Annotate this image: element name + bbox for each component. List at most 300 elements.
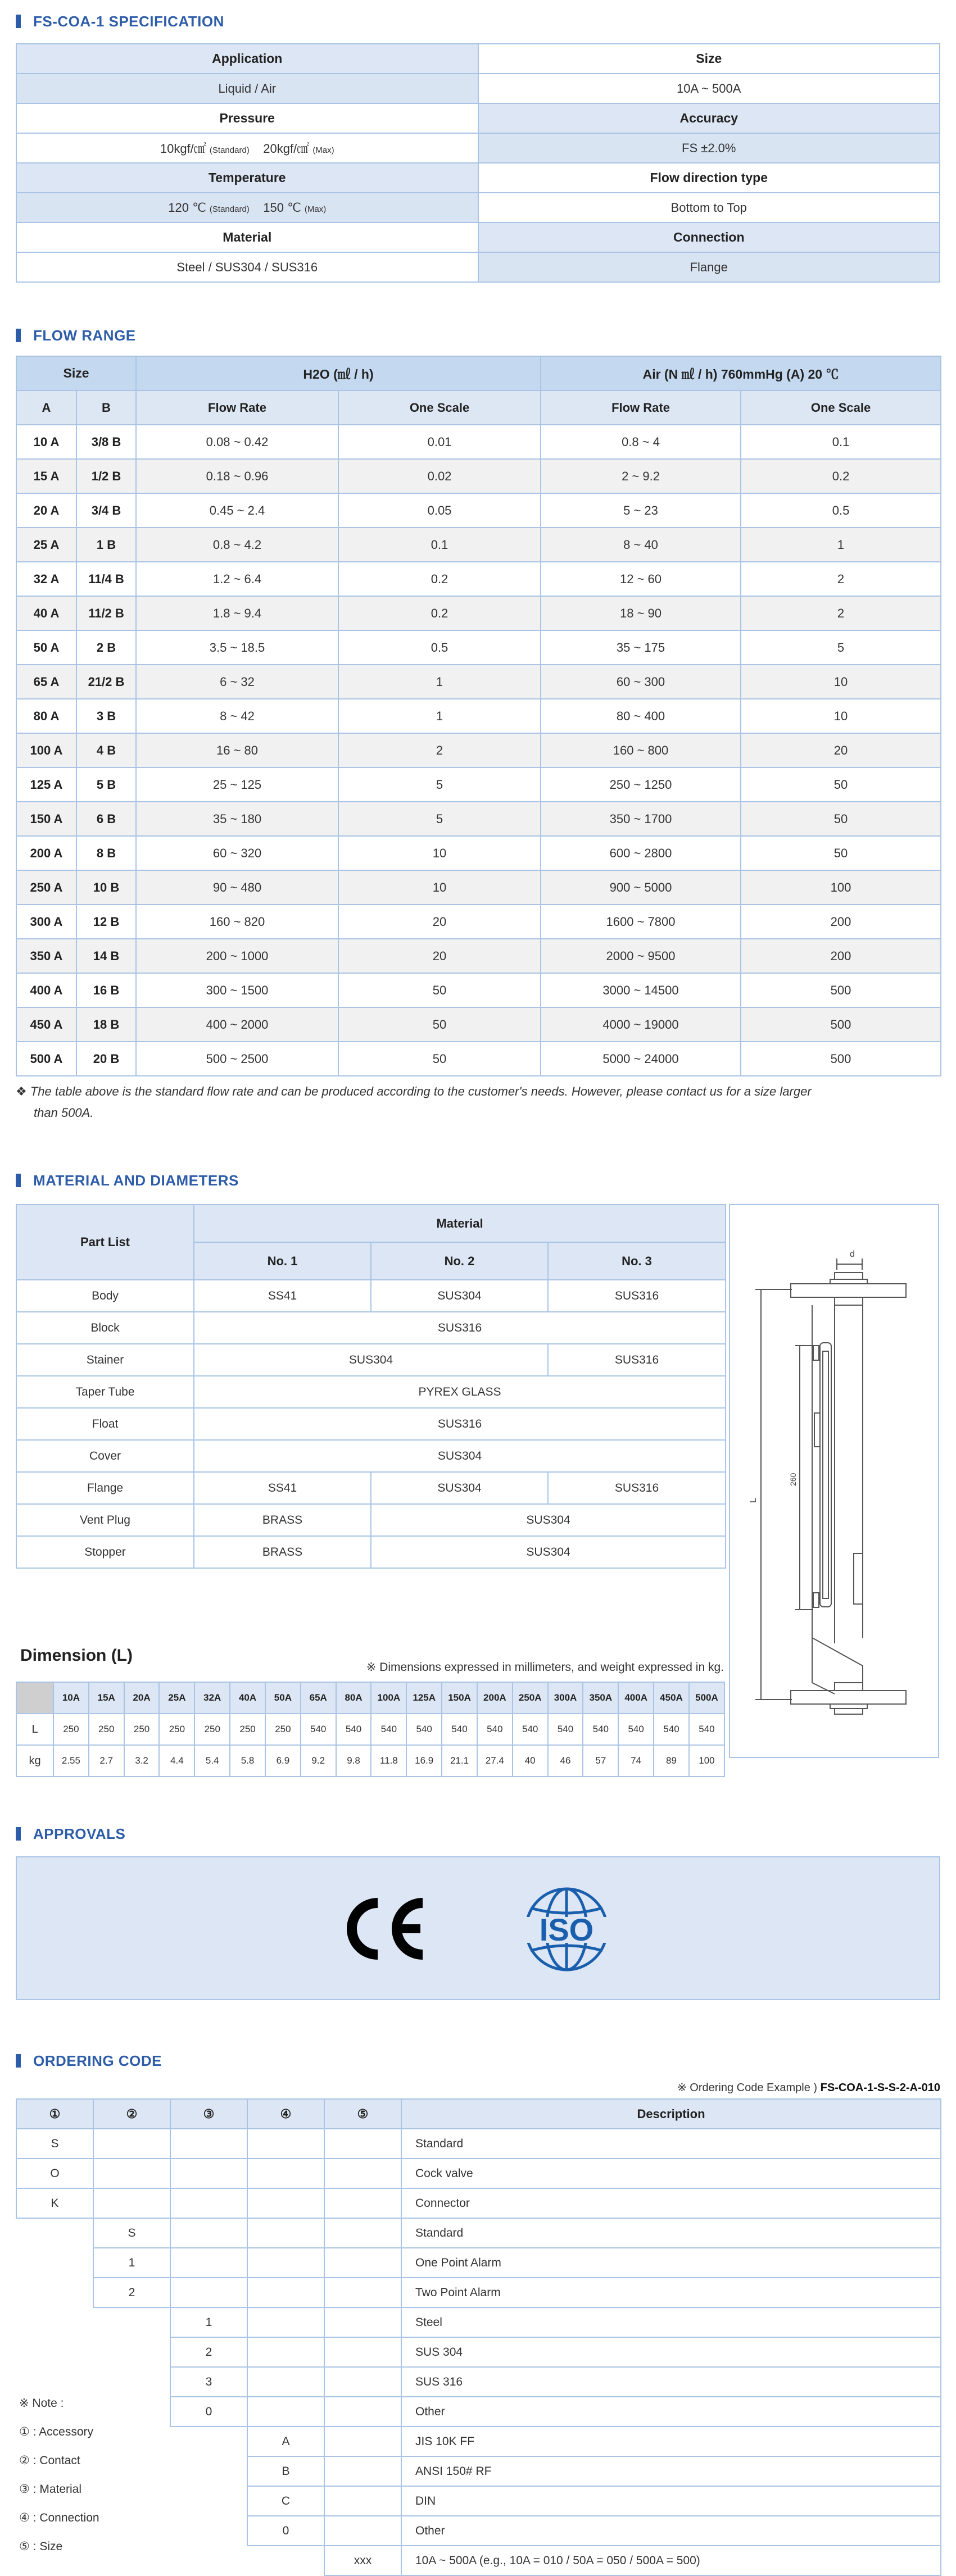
ordering-description-header: Description xyxy=(401,2099,941,2129)
dimension-table xyxy=(16,1682,725,1777)
section-marker xyxy=(16,1827,21,1841)
flow-size-cell: 125 A xyxy=(16,767,76,802)
flow-size-cell: 11/4 B xyxy=(76,562,136,596)
flow-value-cell: 0.05 xyxy=(338,493,541,528)
flow-row xyxy=(16,665,941,699)
flow-value-cell: 0.2 xyxy=(338,562,541,596)
flow-value-cell: 400 ~ 2000 xyxy=(136,1007,338,1042)
dim-size-header: 500A xyxy=(689,1682,724,1714)
ordering-desc-cell: DIN xyxy=(401,2486,941,2516)
ordering-blank-cell xyxy=(170,2516,247,2546)
dim-row-label-l: L xyxy=(16,1714,53,1745)
spec-head-material: Material xyxy=(16,222,478,252)
ordering-empty-cell xyxy=(324,2129,401,2159)
ordering-row xyxy=(16,2129,941,2159)
flow-value-cell: 3.5 ~ 18.5 xyxy=(136,630,338,665)
flow-size-cell: 400 A xyxy=(16,973,76,1007)
flow-value-cell: 2 ~ 9.2 xyxy=(541,459,741,493)
ordering-code-cell: S xyxy=(93,2218,170,2248)
flow-size-cell: 80 A xyxy=(16,699,76,733)
ordering-empty-cell xyxy=(324,2516,401,2546)
mat-part-stainer: Stainer xyxy=(16,1344,194,1376)
section-marker xyxy=(16,2054,21,2068)
ordering-blank-cell xyxy=(170,2456,247,2486)
dim-kg-value: 89 xyxy=(654,1745,689,1777)
ordering-desc-cell: SUS 304 xyxy=(401,2337,941,2367)
ordering-desc-cell: SUS 316 xyxy=(401,2367,941,2397)
spec-section xyxy=(16,4,940,283)
flow-value-cell: 200 xyxy=(741,939,941,973)
flow-size-cell: 3/4 B xyxy=(76,493,136,528)
dim-kg-value: 74 xyxy=(618,1745,654,1777)
temperature-standard: 120 ℃ xyxy=(168,200,206,215)
dim-l-value: 540 xyxy=(654,1714,689,1745)
dim-l-value: 540 xyxy=(689,1714,724,1745)
ordering-blank-cell xyxy=(93,2307,170,2337)
flow-value-cell: 20 xyxy=(741,733,941,767)
dim-kg-value: 2.7 xyxy=(89,1745,124,1777)
flow-row xyxy=(16,767,941,802)
dim-kg-value: 5.4 xyxy=(194,1745,230,1777)
flow-value-cell: 10 xyxy=(741,665,941,699)
ordering-example xyxy=(450,2080,940,2095)
flow-sub-air-rate: Flow Rate xyxy=(541,390,741,425)
dim-size-header: 100A xyxy=(371,1682,406,1714)
ordering-blank-cell xyxy=(16,2218,93,2248)
flow-value-cell: 5 ~ 23 xyxy=(541,493,741,528)
ordering-blank-cell xyxy=(16,2337,93,2367)
mat-part-block: Block xyxy=(16,1312,194,1344)
ordering-blank-cell xyxy=(93,2546,170,2575)
dim-l-value: 250 xyxy=(265,1714,301,1745)
flow-row xyxy=(16,836,941,870)
spec-head-application: Application xyxy=(16,44,478,74)
ordering-row xyxy=(16,2307,941,2337)
dim-l-value: 250 xyxy=(230,1714,265,1745)
dim-l-value: 250 xyxy=(53,1714,89,1745)
dim-l-value: 250 xyxy=(89,1714,124,1745)
ordering-empty-cell xyxy=(247,2367,324,2397)
dim-l-value: 540 xyxy=(336,1714,371,1745)
ordering-blank-cell xyxy=(16,2278,93,2307)
ordering-empty-cell xyxy=(93,2188,170,2218)
flow-value-cell: 0.8 ~ 4.2 xyxy=(136,528,338,562)
flow-value-cell: 60 ~ 320 xyxy=(136,836,338,870)
flow-value-cell: 1.8 ~ 9.4 xyxy=(136,596,338,630)
flow-value-cell: 300 ~ 1500 xyxy=(136,973,338,1007)
flow-value-cell: 350 ~ 1700 xyxy=(541,802,741,836)
flow-size-cell: 4 B xyxy=(76,733,136,767)
dim-l-value: 540 xyxy=(442,1714,477,1745)
flow-value-cell: 50 xyxy=(338,1007,541,1042)
ordering-col-header: ① xyxy=(16,2099,93,2129)
flow-value-cell: 500 xyxy=(741,1007,941,1042)
ordering-desc-cell: ANSI 150# RF xyxy=(401,2456,941,2486)
flow-value-cell: 8 ~ 42 xyxy=(136,699,338,733)
flow-size-cell: 40 A xyxy=(16,596,76,630)
temperature-max-note: (Max) xyxy=(304,204,327,214)
ordering-empty-cell xyxy=(324,2188,401,2218)
drawing-label-d: d xyxy=(850,1250,855,1259)
ordering-note-item: ③ : Material xyxy=(19,2483,82,2496)
drawing-label-l: L xyxy=(749,1498,758,1503)
dimension-title: Dimension (L) xyxy=(20,1646,133,1665)
flow-row xyxy=(16,905,941,939)
flow-size-cell: 20 B xyxy=(76,1042,136,1076)
dim-size-header: 40A xyxy=(230,1682,265,1714)
mat-head-no1: No. 1 xyxy=(194,1242,371,1280)
ordering-row xyxy=(16,2456,941,2486)
dim-kg-value: 2.55 xyxy=(53,1745,89,1777)
ordering-empty-cell xyxy=(247,2188,324,2218)
ordering-desc-cell: Cock valve xyxy=(401,2159,941,2188)
ordering-empty-cell xyxy=(170,2188,247,2218)
flow-value-cell: 5000 ~ 24000 xyxy=(541,1042,741,1076)
flow-size-cell: 200 A xyxy=(16,836,76,870)
flow-value-cell: 500 ~ 2500 xyxy=(136,1042,338,1076)
flow-value-cell: 500 xyxy=(741,973,941,1007)
dim-l-value: 540 xyxy=(618,1714,654,1745)
ordering-row xyxy=(16,2516,941,2546)
flow-size-cell: 21/2 B xyxy=(76,665,136,699)
ordering-blank-cell xyxy=(93,2486,170,2516)
mat-part-vent-plug: Vent Plug xyxy=(16,1504,194,1536)
dim-kg-value: 9.2 xyxy=(301,1745,336,1777)
flow-value-cell: 0.02 xyxy=(338,459,541,493)
mat-cell: BRASS xyxy=(194,1536,371,1568)
mat-cell: SUS304 xyxy=(371,1504,726,1536)
flow-sub-h2o-scale: One Scale xyxy=(338,390,541,425)
spec-val-connection: Flange xyxy=(478,252,940,282)
material-title: MATERIAL AND DIAMETERS xyxy=(33,1171,239,1189)
ordering-blank-cell xyxy=(93,2427,170,2456)
flow-value-cell: 0.8 ~ 4 xyxy=(541,425,741,459)
flow-size-cell: 15 A xyxy=(16,459,76,493)
ordering-empty-cell xyxy=(247,2129,324,2159)
flow-size-cell: 3/8 B xyxy=(76,425,136,459)
approvals-box xyxy=(16,1856,940,2000)
flow-value-cell: 250 ~ 1250 xyxy=(541,767,741,802)
ordering-empty-cell xyxy=(247,2278,324,2307)
ordering-header xyxy=(16,2044,940,2078)
ordering-row xyxy=(16,2278,941,2307)
mat-part-cover: Cover xyxy=(16,1440,194,1472)
dim-size-header: 32A xyxy=(194,1682,230,1714)
ordering-empty-cell xyxy=(324,2367,401,2397)
mat-cell: SUS304 xyxy=(371,1472,548,1504)
dim-kg-value: 9.8 xyxy=(336,1745,371,1777)
ordering-desc-cell: Steel xyxy=(401,2307,941,2337)
ordering-empty-cell xyxy=(324,2218,401,2248)
ordering-blank-cell xyxy=(16,2307,93,2337)
ordering-row xyxy=(16,2218,941,2248)
mat-cell: SS41 xyxy=(194,1472,371,1504)
mat-part-float: Float xyxy=(16,1408,194,1440)
ordering-desc-cell: Other xyxy=(401,2397,941,2427)
flow-value-cell: 50 xyxy=(741,836,941,870)
ordering-row xyxy=(16,2159,941,2188)
flow-size-cell: 16 B xyxy=(76,973,136,1007)
ordering-section xyxy=(16,2044,940,2078)
mat-head-part: Part List xyxy=(16,1205,194,1280)
dim-l-value: 250 xyxy=(159,1714,194,1745)
flow-value-cell: 16 ~ 80 xyxy=(136,733,338,767)
spec-val-accuracy: FS ±2.0% xyxy=(478,133,940,163)
dim-kg-value: 3.2 xyxy=(124,1745,160,1777)
flow-value-cell: 90 ~ 480 xyxy=(136,870,338,905)
flow-size-cell: 250 A xyxy=(16,870,76,905)
flow-sub-h2o-rate: Flow Rate xyxy=(136,390,338,425)
dim-size-header: 50A xyxy=(265,1682,301,1714)
flow-size-cell: 100 A xyxy=(16,733,76,767)
mat-cell: SUS316 xyxy=(548,1280,726,1312)
ordering-empty-cell xyxy=(170,2129,247,2159)
flow-size-cell: 32 A xyxy=(16,562,76,596)
ordering-code-cell: 3 xyxy=(170,2367,247,2397)
dim-size-header: 200A xyxy=(477,1682,513,1714)
flow-value-cell: 0.08 ~ 0.42 xyxy=(136,425,338,459)
ordering-empty-cell xyxy=(324,2248,401,2278)
flow-size-cell: 2 B xyxy=(76,630,136,665)
dim-kg-value: 100 xyxy=(689,1745,724,1777)
mat-cell: SUS304 xyxy=(194,1344,548,1376)
flow-size-cell: 1/2 B xyxy=(76,459,136,493)
pressure-max: 20kgf/㎠ xyxy=(263,142,310,156)
flow-size-cell: 11/2 B xyxy=(76,596,136,630)
ordering-empty-cell xyxy=(247,2307,324,2337)
ordering-code-cell: 1 xyxy=(170,2307,247,2337)
flow-value-cell: 50 xyxy=(741,767,941,802)
flow-value-cell: 1 xyxy=(741,528,941,562)
flow-size-cell: 350 A xyxy=(16,939,76,973)
flow-sub-air-scale: One Scale xyxy=(741,390,941,425)
ordering-desc-cell: 10A ~ 500A (e.g., 10A = 010 / 50A = 050 / 500A = 500) xyxy=(401,2546,941,2575)
approvals-header xyxy=(16,1817,940,1851)
ordering-empty-cell xyxy=(247,2397,324,2427)
flow-size-cell: 20 A xyxy=(16,493,76,528)
flow-row xyxy=(16,630,941,665)
ordering-empty-cell xyxy=(324,2159,401,2188)
dim-l-value: 540 xyxy=(513,1714,548,1745)
flow-row xyxy=(16,733,941,767)
pressure-max-note: (Max) xyxy=(312,146,334,155)
flow-value-cell: 1 xyxy=(338,665,541,699)
ordering-blank-cell xyxy=(170,2486,247,2516)
pressure-standard-note: (Standard) xyxy=(209,146,250,155)
flow-value-cell: 0.01 xyxy=(338,425,541,459)
ordering-empty-cell xyxy=(170,2278,247,2307)
flow-size-cell: 5 B xyxy=(76,767,136,802)
spec-val-size: 10A ~ 500A xyxy=(478,74,940,103)
flow-value-cell: 6 ~ 32 xyxy=(136,665,338,699)
ordering-empty-cell xyxy=(247,2337,324,2367)
flow-value-cell: 1600 ~ 7800 xyxy=(541,905,741,939)
flow-value-cell: 200 xyxy=(741,905,941,939)
ordering-blank-cell xyxy=(170,2427,247,2456)
dim-size-header: 150A xyxy=(442,1682,477,1714)
spec-title: FS-COA-1 SPECIFICATION xyxy=(33,12,224,30)
ordering-code-cell: xxx xyxy=(324,2546,401,2575)
ordering-desc-cell: Connector xyxy=(401,2188,941,2218)
dimension-note: ※ Dimensions expressed in millimeters, and weight expressed in kg. xyxy=(366,1661,724,1674)
spec-table xyxy=(16,43,940,283)
spec-head-flow-direction: Flow direction type xyxy=(478,163,940,193)
mat-part-stopper: Stopper xyxy=(16,1536,194,1568)
flow-section xyxy=(16,319,940,1124)
ordering-row xyxy=(16,2486,941,2516)
temperature-max: 150 ℃ xyxy=(263,200,301,215)
flow-head-size: Size xyxy=(16,356,136,390)
flow-value-cell: 0.45 ~ 2.4 xyxy=(136,493,338,528)
ordering-desc-cell: Standard xyxy=(401,2129,941,2159)
ordering-code-cell: 2 xyxy=(93,2278,170,2307)
mat-head-material: Material xyxy=(194,1205,726,1242)
flow-size-cell: 500 A xyxy=(16,1042,76,1076)
flow-row xyxy=(16,459,941,493)
ordering-empty-cell xyxy=(93,2129,170,2159)
dim-size-header: 450A xyxy=(654,1682,689,1714)
ordering-note-title: ※ Note : xyxy=(19,2397,64,2410)
ordering-empty-cell xyxy=(170,2218,247,2248)
dim-corner xyxy=(16,1682,53,1714)
dim-size-header: 250A xyxy=(513,1682,548,1714)
flow-row xyxy=(16,493,941,528)
ordering-empty-cell xyxy=(324,2307,401,2337)
material-table-wrap xyxy=(16,1204,725,1569)
flow-size-cell: 50 A xyxy=(16,630,76,665)
flow-value-cell: 20 xyxy=(338,939,541,973)
dim-l-value: 540 xyxy=(301,1714,336,1745)
flow-value-cell: 0.2 xyxy=(741,459,941,493)
flow-value-cell: 2 xyxy=(741,596,941,630)
ordering-table-wrap xyxy=(16,2098,940,2576)
dim-size-header: 350A xyxy=(583,1682,618,1714)
flow-value-cell: 2 xyxy=(741,562,941,596)
flow-row xyxy=(16,1042,941,1076)
dim-kg-value: 5.8 xyxy=(230,1745,265,1777)
flow-row xyxy=(16,699,941,733)
dim-kg-value: 11.8 xyxy=(371,1745,406,1777)
ordering-col-header: ③ xyxy=(170,2099,247,2129)
flow-size-cell: 14 B xyxy=(76,939,136,973)
dimension-table-wrap xyxy=(16,1682,725,1777)
ordering-desc-cell: Other xyxy=(401,2516,941,2546)
flow-value-cell: 60 ~ 300 xyxy=(541,665,741,699)
ordering-col-header: ④ xyxy=(247,2099,324,2129)
dim-l-value: 250 xyxy=(124,1714,160,1745)
ordering-notes xyxy=(19,2389,99,2561)
iso-logo-text: ISO xyxy=(539,1912,594,1947)
flow-value-cell: 35 ~ 180 xyxy=(136,802,338,836)
flow-value-cell: 0.1 xyxy=(338,528,541,562)
flow-value-cell: 50 xyxy=(338,973,541,1007)
mat-cell: SUS316 xyxy=(194,1312,726,1344)
flow-note-line1: The table above is the standard flow rate and can be produced according to the customer's needs. However, please contact us for a size larger xyxy=(30,1084,812,1098)
flow-value-cell: 600 ~ 2800 xyxy=(541,836,741,870)
section-marker xyxy=(16,1174,21,1187)
ordering-code-cell: B xyxy=(247,2456,324,2486)
flow-size-cell: 10 A xyxy=(16,425,76,459)
flow-value-cell: 1.2 ~ 6.4 xyxy=(136,562,338,596)
spec-header xyxy=(16,4,940,38)
ordering-empty-cell xyxy=(247,2248,324,2278)
ordering-blank-cell xyxy=(93,2456,170,2486)
spec-head-accuracy: Accuracy xyxy=(478,103,940,133)
flow-size-cell: 25 A xyxy=(16,528,76,562)
dim-kg-value: 6.9 xyxy=(265,1745,301,1777)
dim-size-header: 65A xyxy=(301,1682,336,1714)
dim-size-header: 400A xyxy=(618,1682,654,1714)
dim-l-value: 250 xyxy=(194,1714,230,1745)
approvals-section xyxy=(16,1817,940,1851)
dim-kg-value: 40 xyxy=(513,1745,548,1777)
flow-value-cell: 20 xyxy=(338,905,541,939)
flow-value-cell: 2000 ~ 9500 xyxy=(541,939,741,973)
ordering-desc-cell: Standard xyxy=(401,2218,941,2248)
dim-l-value: 540 xyxy=(406,1714,442,1745)
flow-value-cell: 0.5 xyxy=(338,630,541,665)
flow-value-cell: 100 xyxy=(741,870,941,905)
flow-value-cell: 10 xyxy=(338,836,541,870)
ordering-desc-cell: JIS 10K FF xyxy=(401,2427,941,2456)
ordering-note-item: ① : Accessory xyxy=(19,2425,94,2438)
dim-kg-value: 27.4 xyxy=(477,1745,513,1777)
flow-value-cell: 3000 ~ 14500 xyxy=(541,973,741,1007)
flow-value-cell: 35 ~ 175 xyxy=(541,630,741,665)
dim-kg-value: 4.4 xyxy=(159,1745,194,1777)
spec-head-temperature: Temperature xyxy=(16,163,478,193)
spec-val-material: Steel / SUS304 / SUS316 xyxy=(16,252,478,282)
ordering-blank-cell xyxy=(247,2546,324,2575)
ordering-blank-cell xyxy=(93,2516,170,2546)
ordering-empty-cell xyxy=(324,2337,401,2367)
dim-kg-value: 16.9 xyxy=(406,1745,442,1777)
flow-row xyxy=(16,973,941,1007)
ordering-col-header: ② xyxy=(93,2099,170,2129)
flowmeter-drawing-svg xyxy=(730,1205,938,1757)
spec-val-flow-direction: Bottom to Top xyxy=(478,193,940,222)
approvals-title: APPROVALS xyxy=(33,1825,126,1842)
mat-cell: SUS304 xyxy=(371,1536,726,1568)
ordering-row xyxy=(16,2546,941,2575)
flow-row xyxy=(16,802,941,836)
flow-size-cell: 150 A xyxy=(16,802,76,836)
ordering-example-code: FS-COA-1-S-S-2-A-010 xyxy=(820,2082,940,2094)
mat-cell: SUS316 xyxy=(548,1472,726,1504)
ordering-note-item: ④ : Connection xyxy=(19,2511,99,2524)
ordering-blank-cell xyxy=(93,2337,170,2367)
ordering-table xyxy=(16,2098,941,2576)
dim-kg-value: 57 xyxy=(583,1745,618,1777)
ordering-code-cell: 0 xyxy=(247,2516,324,2546)
dim-kg-value: 46 xyxy=(548,1745,583,1777)
flow-value-cell: 160 ~ 800 xyxy=(541,733,741,767)
mat-cell: SUS304 xyxy=(371,1280,548,1312)
flow-table-body xyxy=(16,425,941,1076)
flow-value-cell: 18 ~ 90 xyxy=(541,596,741,630)
ordering-code-cell: O xyxy=(16,2159,93,2188)
spec-val-pressure xyxy=(16,133,478,163)
flowmeter-drawing xyxy=(729,1204,939,1758)
flow-value-cell: 10 xyxy=(741,699,941,733)
spec-val-application: Liquid / Air xyxy=(16,74,478,103)
pressure-standard: 10kgf/㎠ xyxy=(160,142,206,156)
ordering-empty-cell xyxy=(324,2278,401,2307)
mat-part-body: Body xyxy=(16,1280,194,1312)
flow-size-cell: 6 B xyxy=(76,802,136,836)
flow-sub-a: A xyxy=(16,390,76,425)
flow-size-cell: 10 B xyxy=(76,870,136,905)
